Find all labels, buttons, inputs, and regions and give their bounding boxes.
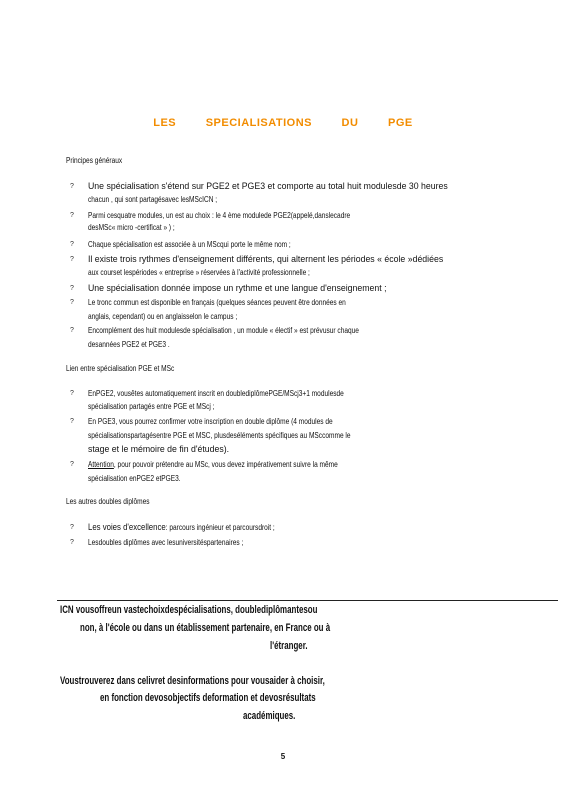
bullet-icon: ? (70, 285, 74, 292)
list-item-line: desMSc« micro -certificat » ) ; (88, 223, 175, 232)
bullet-icon: ? (70, 183, 74, 190)
list-item-line: stage et le mémoire de fin d'études). (88, 444, 230, 455)
bullet-icon: ? (70, 461, 74, 468)
list-item-line: Lesdoubles diplômes avec lesuniversitéspartenaires ; (88, 538, 244, 547)
list-item-line: Encomplément des huit modulesde spécialisation , un module « électif » est prévusur chaque (88, 326, 359, 335)
attention-line (88, 460, 338, 469)
bullet-icon: ? (70, 256, 74, 263)
page-number: 5 (280, 752, 286, 761)
list-item-line: aux courset lespériodes « entreprise » réservées à l'activité professionnelle ; (88, 268, 310, 277)
bullet-icon: ? (70, 539, 74, 546)
bullet-icon: ? (70, 241, 74, 248)
list-item-line: desannées PGE2 et PGE3 . (88, 340, 170, 349)
list-item-line: chacun , qui sont partagésavec lesMScICN ; (88, 195, 218, 204)
bullet-icon: ? (70, 299, 74, 306)
section-heading-principes: Principes généraux (66, 156, 123, 165)
list-item-line: EnPGE2, vousêtes automatiquement inscrit en doublediplômePGE/MScj3+1 modulesde (88, 389, 344, 398)
section-heading-doubles: Les autres doubles diplômes (66, 497, 150, 506)
excellence-label: Les voies d'excellence (88, 522, 166, 533)
bullet-icon: ? (70, 212, 74, 219)
bottom-text-line: non, à l'école ou dans un établissement partenaire, en France ou à (80, 622, 331, 634)
list-item-line: En PGE3, vous pourrez confirmer votre inscription en double diplôme (4 modules de (88, 417, 333, 426)
list-item-line (88, 522, 275, 533)
section-heading-lien: Lien entre spécialisation PGE et MSc (66, 364, 175, 373)
list-item-line: spécialisation partagés entre PGE et MScj ; (88, 402, 215, 411)
list-item-line: spécialisationspartagésentre PGE et MSC, plusdeséléments spécifiques au MSccomme le (88, 431, 351, 440)
divider (57, 600, 558, 601)
bullet-icon: ? (70, 418, 74, 425)
bottom-text-line: ICN vousoffreun vastechoixdespécialisations, doublediplômantesou (60, 604, 318, 616)
bottom-text-line: l'étranger. (270, 640, 308, 652)
bullet-icon: ? (70, 524, 74, 531)
list-item-line: Une spécialisation s'étend sur PGE2 et PGE3 et comporte au total huit modulesde 30 heures (88, 181, 448, 192)
page-title: LES SPECIALISATIONS DU PGE (153, 117, 413, 129)
bottom-text-line: académiques. (243, 710, 296, 722)
list-item-line: , pour pouvoir prétendre au MSc, vous devez impérativement suivre la même (113, 460, 338, 469)
list-item-line: Chaque spécialisation est associée à un MScqui porte le même nom ; (88, 240, 291, 249)
list-item-line: anglais, cependant) ou en anglaisselon le campus ; (88, 312, 238, 321)
attention-label: Attention (88, 460, 114, 469)
list-item-line: Une spécialisation donnée impose un rythme et une langue d'enseignement ; (88, 283, 387, 294)
bottom-text-line: Voustrouverez dans celivret desinformations pour vousaider à choisir, (60, 675, 325, 687)
excellence-details: : parcours ingénieur et parcoursdroit ; (165, 523, 275, 532)
list-item-line: Parmi cesquatre modules, un est au choix : le 4 ème modulede PGE2(appelé,danslecadre (88, 211, 351, 220)
bottom-text-line: en fonction devosobjectifs deformation et devosrésultats (100, 692, 316, 704)
list-item-line: spécialisation enPGE2 etPGE3. (88, 474, 181, 483)
bullet-icon: ? (70, 390, 74, 397)
list-item-line: Le tronc commun est disponible en français (quelques séances peuvent être données en (88, 298, 346, 307)
list-item-line: Il existe trois rythmes d'enseignement différents, qui alternent les périodes « école »dédiées (88, 254, 444, 265)
bullet-icon: ? (70, 327, 74, 334)
